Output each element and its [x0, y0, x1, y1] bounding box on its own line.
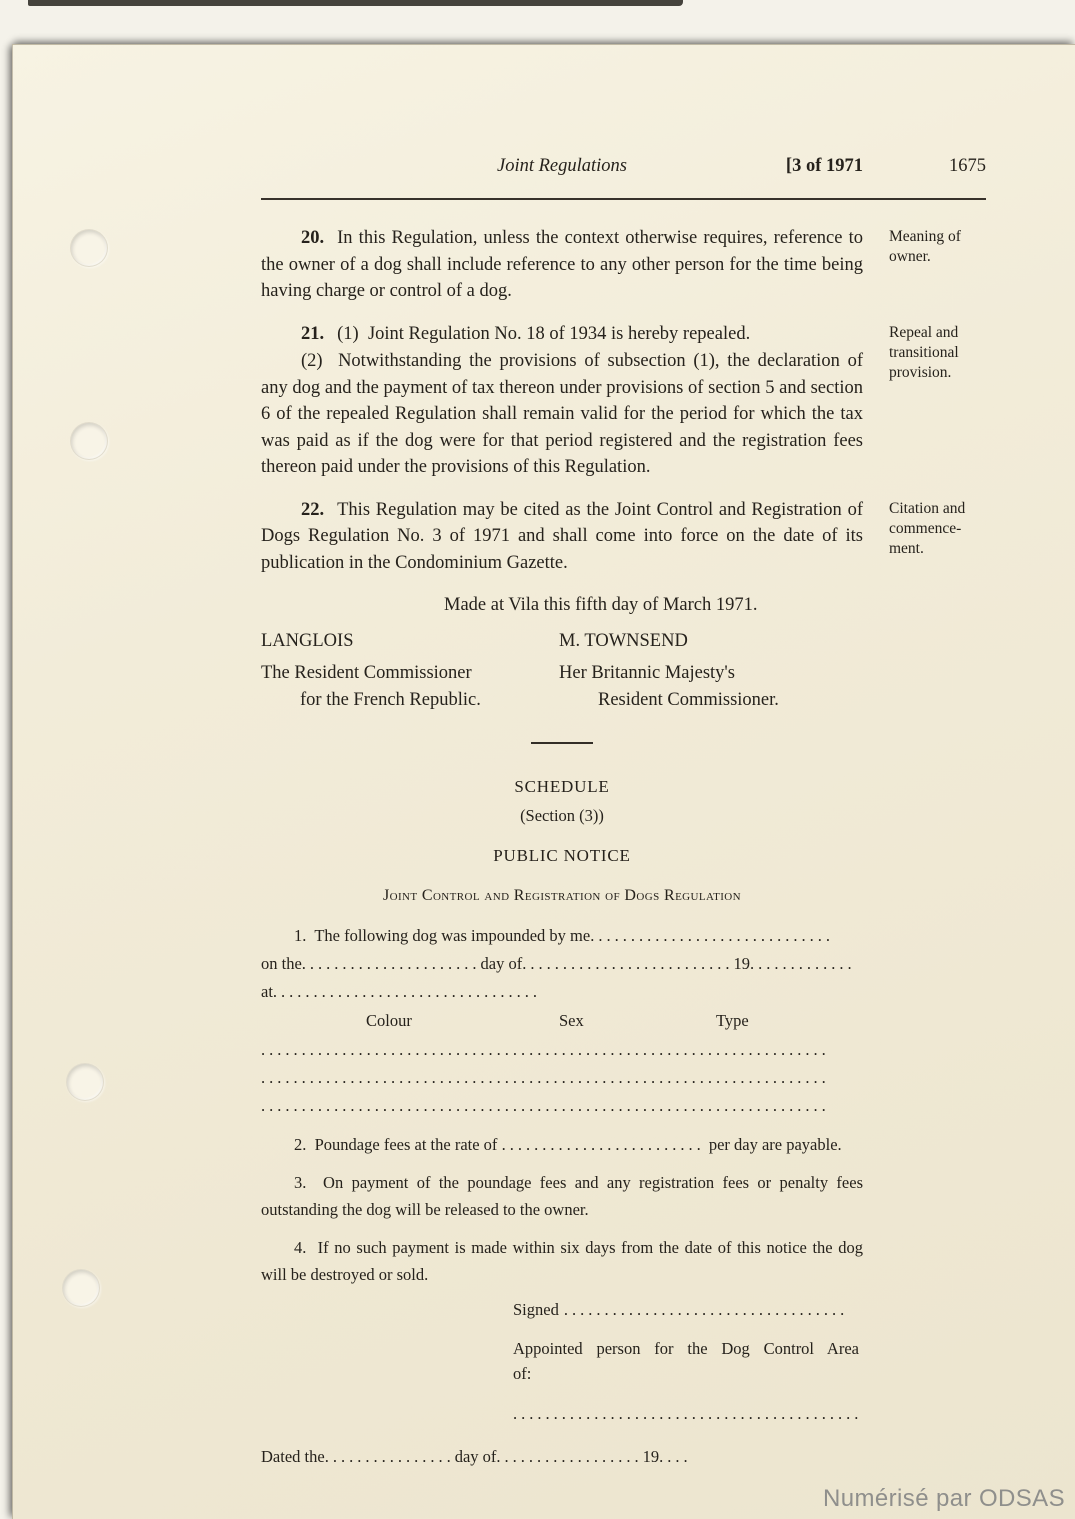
signed-line: Signed ................................... [513, 1299, 849, 1319]
dotted-entry-row: ...................................................................... [261, 1095, 830, 1115]
punch-hole [62, 1269, 100, 1307]
dotted-blank: .... [659, 1446, 692, 1466]
dated-line: Dated the................day of..................19.... [261, 1446, 692, 1466]
signature-british [559, 628, 863, 714]
column-header-type: Type [716, 1010, 749, 1030]
form-item-1-line-2: on the......................day of..........................19............. [261, 953, 856, 973]
dotted-blank: ...................... [301, 953, 481, 973]
dotted-entry-row: ...................................................................... [261, 1067, 830, 1087]
section-21-paragraph-2 [261, 348, 863, 481]
document-page [12, 44, 1075, 1519]
schedule-section-reference: (Section (3)) [520, 806, 604, 825]
form-item-1-line-3: at................................. [261, 981, 542, 1001]
dotted-blank: ................................. [272, 981, 542, 1001]
signature-area [513, 1296, 863, 1428]
dotted-entry-row: ...................................................................... [261, 1039, 830, 1059]
page-number: 1675 [949, 156, 986, 176]
form-item-2: 2. Poundage fees at the rate of ......................... per day are payable. [294, 1134, 842, 1154]
signatory-title: The Resident Commissioner [261, 662, 472, 683]
dotted-blank: ................ [324, 1446, 455, 1466]
section-22 [261, 497, 991, 577]
signatory-title: Resident Commissioner. [598, 689, 779, 710]
section-20-body [261, 225, 863, 305]
form-item-3: 3. On payment of the poundage fees and any registration fees or penalty fees outstanding the dog will be released to the owner. [261, 1172, 863, 1219]
margin-note: Citation and commence-ment. [889, 499, 966, 557]
section-number: 20. [301, 228, 325, 248]
signatory-title: for the French Republic. [300, 689, 481, 710]
dotted-blank: ............. [750, 953, 856, 973]
dotted-blank: .................. [496, 1446, 643, 1466]
section-21-body [261, 321, 863, 481]
section-number: 22. [301, 499, 325, 520]
dotted-blank: ................................... [563, 1299, 849, 1319]
running-title: Joint Regulations [497, 156, 627, 176]
signatory-title: Her Britannic Majesty's [559, 662, 735, 683]
digitization-watermark: Numérisé par ODSAS [823, 1485, 1065, 1512]
section-divider-rule [531, 742, 593, 744]
page-header [261, 153, 991, 180]
section-text: This Regulation may be cited as the Joint Control and Registration of Dogs Regulation No. 3 of 1971 and shall come into force on the date of its publication in the Condominium Gazette. [261, 499, 863, 573]
section-22-paragraph [261, 497, 863, 577]
section-20 [261, 225, 991, 305]
dog-description-column-headers [261, 1008, 863, 1036]
dotted-blank: ......................... [501, 1134, 705, 1154]
form-item-4: 4. If no such payment is made within six days from the date of this notice the dog will be destroyed or sold. [261, 1237, 863, 1284]
dotted-blank: .......................... [522, 953, 734, 973]
regulation-sections [261, 225, 991, 576]
section-number: 21. [301, 323, 325, 344]
margin-note: Meaning of owner. [889, 228, 961, 265]
signatory-name: LANGLOIS [261, 630, 354, 651]
scan-edge-artifact [28, 0, 683, 6]
section-text: (1) Joint Regulation No. 18 of 1934 is hereby repealed. [337, 323, 751, 344]
column-header-sex: Sex [559, 1010, 584, 1030]
signature-block [261, 628, 863, 714]
form-item-1-line-1: 1. The following dog was impounded by me.............................. [294, 925, 834, 945]
schedule-form [261, 922, 863, 1471]
header-main [261, 153, 863, 180]
section-20-paragraph [261, 225, 863, 305]
public-notice-heading: PUBLIC NOTICE [493, 845, 631, 865]
schedule-heading: SCHEDULE [514, 776, 610, 796]
punch-hole [70, 229, 108, 267]
section-22-body [261, 497, 863, 577]
margin-note: Repeal and transitional provision. [889, 323, 959, 381]
punch-hole [66, 1063, 104, 1101]
dotted-blank: .............................. [590, 925, 834, 945]
header-rule [261, 198, 986, 200]
column-header-colour: Colour [366, 1010, 412, 1030]
page-content [261, 153, 991, 1519]
regulation-citation: [3 of 1971 [785, 156, 863, 176]
dotted-blank: ........................................... [513, 1403, 863, 1423]
regulation-title: Joint Control and Registration of Dogs Regulation [383, 887, 741, 904]
section-text: In this Regulation, unless the context otherwise requires, reference to the owner of a dog shall include reference to any other person for the time being having charge or control of a dog. [261, 228, 863, 301]
section-21 [261, 321, 991, 481]
appointed-person-caption: Appointed person for the Dog Control Area of: [513, 1338, 859, 1383]
signatory-name: M. TOWNSEND [559, 630, 688, 651]
signature-french [261, 628, 559, 714]
section-text: (2) Notwithstanding the provisions of subsection (1), the declaration of any dog and the payment of tax thereon under provisions of section 5 and section 6 of the repealed Regulation shall remain valid for the period for which the tax was paid as if the dog were for that period registered and the registration fees thereon paid under the provisions of this Regulation. [261, 351, 863, 477]
section-21-paragraph-1 [261, 321, 863, 348]
enactment-line: Made at Vila this fifth day of March 1971. [444, 595, 758, 615]
punch-hole [70, 422, 108, 460]
